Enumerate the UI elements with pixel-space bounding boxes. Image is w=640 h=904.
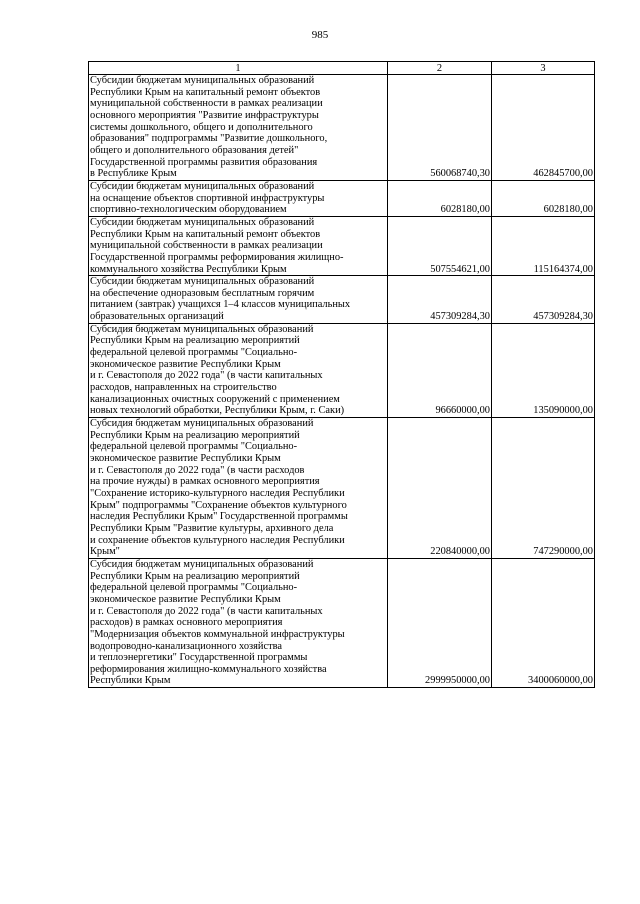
description-line: Субсидия бюджетам муниципальных образований bbox=[90, 558, 314, 570]
description-line: в Республике Крым bbox=[90, 168, 177, 180]
amount-column-2: 96660000,00 bbox=[388, 323, 492, 417]
table-row bbox=[89, 75, 595, 181]
description-line: экономическое развитие Республики Крым bbox=[90, 593, 281, 605]
description-line: и теплоэнергетики" Государственной программы bbox=[90, 652, 308, 664]
description-line: муниципальной собственности в рамках реализации bbox=[90, 240, 323, 252]
amount-column-2: 2999950000,00 bbox=[388, 558, 492, 687]
amount-column-2: 6028180,00 bbox=[388, 180, 492, 216]
column-header-2: 2 bbox=[388, 62, 492, 75]
description-line: новых технологий обработки, Республики Крым, г. Саки) bbox=[90, 405, 345, 417]
row-description bbox=[89, 75, 388, 181]
description-line: образовательных организаций bbox=[90, 311, 224, 323]
column-header-3: 3 bbox=[492, 62, 595, 75]
description-line: Субсидии бюджетам муниципальных образований bbox=[90, 216, 315, 228]
page-number: 985 bbox=[311, 29, 329, 41]
description-line: Государственной программы развития образования bbox=[90, 156, 318, 168]
description-line: и г. Севастополя до 2022 года" (в части капитальных bbox=[90, 605, 323, 617]
description-line: спортивно-технологическим оборудованием bbox=[90, 204, 287, 216]
row-description bbox=[89, 180, 388, 216]
description-line: Субсидии бюджетам муниципальных образований bbox=[90, 276, 315, 288]
description-line: расходов) в рамках основного мероприятия bbox=[90, 617, 283, 629]
row-description bbox=[89, 418, 388, 559]
amount-column-3: 457309284,30 bbox=[492, 276, 595, 324]
amount-column-3: 747290000,00 bbox=[492, 418, 595, 559]
description-line: канализационных очистных сооружений с применением bbox=[90, 393, 340, 405]
description-line: Республики Крым на реализацию мероприятий bbox=[90, 335, 300, 347]
table-row bbox=[89, 558, 595, 687]
amount-column-3: 135090000,00 bbox=[492, 323, 595, 417]
description-line: Субсидии бюджетам муниципальных образований bbox=[90, 180, 315, 192]
budget-table bbox=[88, 61, 595, 688]
table-body bbox=[89, 75, 595, 688]
description-line: "Модернизация объектов коммунальной инфраструктуры bbox=[90, 628, 345, 640]
description-line: "Сохранение историко-культурного наследия Республики bbox=[90, 487, 345, 499]
description-line: реформирования жилищно-коммунального хозяйства bbox=[90, 663, 327, 675]
amount-column-2: 560068740,30 bbox=[388, 75, 492, 181]
description-line: Республики Крым "Развитие культуры, архивного дела bbox=[90, 522, 334, 534]
amount-column-2: 507554621,00 bbox=[388, 216, 492, 275]
description-line: водопроводно-канализационного хозяйства bbox=[90, 640, 283, 652]
description-line: и г. Севастополя до 2022 года" (в части капитальных bbox=[90, 370, 323, 382]
description-line: Республики Крым на капитальный ремонт объектов bbox=[90, 86, 321, 98]
table-row bbox=[89, 323, 595, 417]
amount-column-2: 220840000,00 bbox=[388, 418, 492, 559]
description-line: Крым" подпрограммы "Сохранение объектов культурного bbox=[90, 499, 347, 511]
description-line: наследия Республики Крым" Государственной программы bbox=[90, 511, 348, 523]
table-header-row bbox=[89, 62, 595, 75]
row-description bbox=[89, 558, 388, 687]
description-line: на оснащение объектов спортивной инфраструктуры bbox=[90, 192, 325, 204]
description-line: Республики Крым на капитальный ремонт объектов bbox=[90, 228, 321, 240]
description-line: Республики Крым bbox=[90, 675, 171, 687]
description-line: коммунального хозяйства Республики Крым bbox=[90, 263, 287, 275]
description-line: системы дошкольного, общего и дополнительного bbox=[90, 121, 313, 133]
description-line: образования" подпрограммы "Развитие дошкольного, bbox=[90, 133, 328, 145]
description-line: Республики Крым на реализацию мероприятий bbox=[90, 570, 300, 582]
description-line: и сохранение объектов культурного наследия Республики bbox=[90, 534, 345, 546]
description-line: общего и дополнительного образования детей" bbox=[90, 144, 299, 156]
description-line: Крым" bbox=[90, 546, 120, 558]
description-line: Республики Крым на реализацию мероприятий bbox=[90, 429, 300, 441]
row-description bbox=[89, 216, 388, 275]
amount-column-3: 6028180,00 bbox=[492, 180, 595, 216]
description-line: экономическое развитие Республики Крым bbox=[90, 453, 281, 464]
table-row bbox=[89, 180, 595, 216]
table-row bbox=[89, 418, 595, 559]
amount-column-3: 3400060000,00 bbox=[492, 558, 595, 687]
amount-column-3: 115164374,00 bbox=[492, 216, 595, 275]
description-line: федеральной целевой программы "Социально- bbox=[90, 347, 298, 359]
description-line: на прочие нужды) в рамках основного мероприятия bbox=[90, 476, 320, 488]
description-line: основного мероприятия "Развитие инфраструктуры bbox=[90, 109, 319, 121]
description-line: федеральной целевой программы "Социально- bbox=[90, 582, 298, 594]
column-header-1: 1 bbox=[89, 62, 388, 75]
description-line: Государственной программы реформирования жилищно- bbox=[90, 251, 344, 263]
description-line: расходов, направленных на строительство bbox=[90, 382, 277, 394]
description-line: Субсидия бюджетам муниципальных образований bbox=[90, 323, 314, 335]
table-row bbox=[89, 276, 595, 324]
description-line: Субсидии бюджетам муниципальных образований bbox=[90, 75, 315, 86]
amount-column-3: 462845700,00 bbox=[492, 75, 595, 181]
amount-column-2: 457309284,30 bbox=[388, 276, 492, 324]
table-row bbox=[89, 216, 595, 275]
description-line: федеральной целевой программы "Социально- bbox=[90, 441, 298, 453]
row-description bbox=[89, 276, 388, 324]
row-description bbox=[89, 323, 388, 417]
description-line: муниципальной собственности в рамках реализации bbox=[90, 98, 323, 110]
description-line: на обеспечение одноразовым бесплатным горячим bbox=[90, 287, 315, 299]
description-line: Субсидия бюджетам муниципальных образований bbox=[90, 418, 314, 430]
description-line: питанием (завтрак) учащихся 1–4 классов муниципальных bbox=[90, 299, 351, 311]
description-line: и г. Севастополя до 2022 года" (в части расходов bbox=[90, 464, 305, 476]
description-line: экономическое развитие Республики Крым bbox=[90, 358, 281, 370]
